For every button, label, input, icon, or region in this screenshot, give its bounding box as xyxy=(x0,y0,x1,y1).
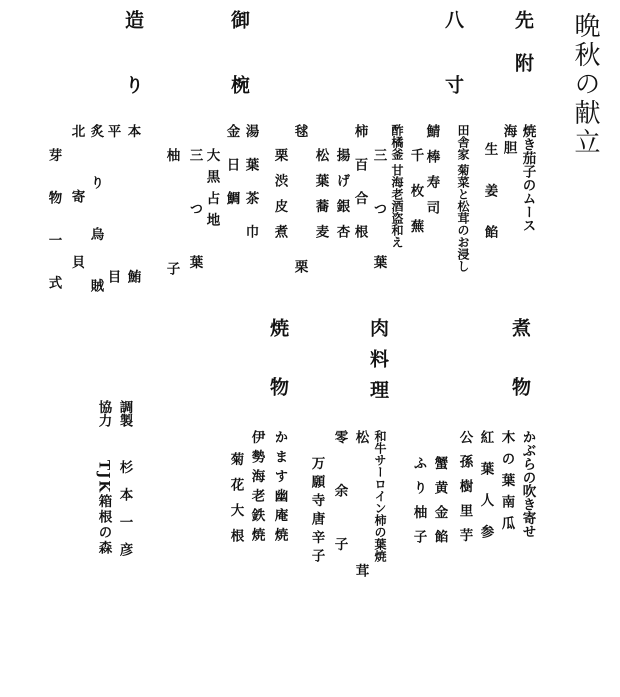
hassun-item-9: 毬栗 xyxy=(291,124,308,395)
tsukuri-item-4: 北寄貝 xyxy=(68,124,85,321)
course-heading-yakimono: 焼物 xyxy=(267,318,289,436)
hassun-item-5: 三つ葉 xyxy=(370,148,387,309)
course-heading-tsukuri: 造り xyxy=(122,10,144,140)
niku-item-4: 万願寺唐辛子 xyxy=(308,456,325,567)
hassun-item-10: 栗渋皮煮 xyxy=(271,148,288,250)
hassun-item-4: 酢橘釜 甘海老酒盗和え xyxy=(390,124,404,249)
chef-label: 調製 xyxy=(116,400,133,427)
tsukuri-item-5: 芽物一式 xyxy=(45,148,62,318)
hassun-item-8: 松葉蕎麦 xyxy=(312,148,329,250)
tsukuri-item-3: 炙り烏賊 xyxy=(87,124,104,330)
nimono-item-5: 蟹黄金餡 xyxy=(431,456,448,554)
coop-name: TJK箱根の森 xyxy=(95,460,112,557)
hassun-item-7: 揚げ銀杏 xyxy=(333,148,350,250)
tsukuri-item-2: 平目 xyxy=(104,124,121,415)
hassun-item-3: 千枚蕪 xyxy=(407,148,424,255)
sakizuke-item-3: 生姜餡 xyxy=(481,142,498,267)
hassun-item-1: 田舎家 菊菜と松茸のお浸し xyxy=(456,124,470,273)
sakizuke-item-1: 焼き茄子のムース xyxy=(519,124,536,232)
nimono-item-2: 木の葉南瓜 xyxy=(498,430,515,538)
course-heading-nimono: 煮物 xyxy=(509,318,531,436)
niku-item-2: 松茸 xyxy=(352,430,369,697)
menu-title: 晩秋の献立 xyxy=(570,12,600,157)
sakizuke-item-2: 海胆 xyxy=(500,124,517,157)
tsukuri-item-1: 本鮪 xyxy=(124,124,141,415)
course-heading-niku: 肉料理 xyxy=(367,318,389,411)
hassun-item-2: 鯖棒寿司 xyxy=(423,124,440,226)
nimono-item-4: 公孫樹里芋 xyxy=(456,430,473,553)
yakimono-item-2: 伊勢海老鉄焼 xyxy=(248,430,265,547)
yakimono-item-3: 菊花大根 xyxy=(227,452,244,554)
yakimono-item-1: かます幽庵焼 xyxy=(271,430,288,547)
nimono-item-1: かぶらの吹き寄せ xyxy=(519,430,536,538)
course-heading-owan: 御椀 xyxy=(228,10,250,140)
niku-item-3: 零余子 xyxy=(331,430,348,591)
hassun-item-14: 三つ葉 xyxy=(186,148,203,309)
course-heading-hassun: 八寸 xyxy=(442,10,464,140)
hassun-item-12: 金日鯛 xyxy=(223,124,240,225)
course-heading-sakizuke: 先附 xyxy=(512,10,534,96)
chef-name: 杉本一彦 xyxy=(116,460,133,570)
hassun-item-13: 大黒占地 xyxy=(203,148,220,234)
hassun-item-6: 柿百合根 xyxy=(351,124,368,258)
nimono-item-3: 紅葉人参 xyxy=(477,430,494,556)
hassun-item-11: 湯葉茶巾 xyxy=(242,124,259,258)
niku-item-1: 和牛サーロイン柿の葉焼 xyxy=(373,430,387,562)
nimono-item-6: ふり柚子 xyxy=(410,456,427,554)
coop-label: 協力 xyxy=(95,400,112,427)
hassun-item-15: 柚子 xyxy=(163,148,180,375)
